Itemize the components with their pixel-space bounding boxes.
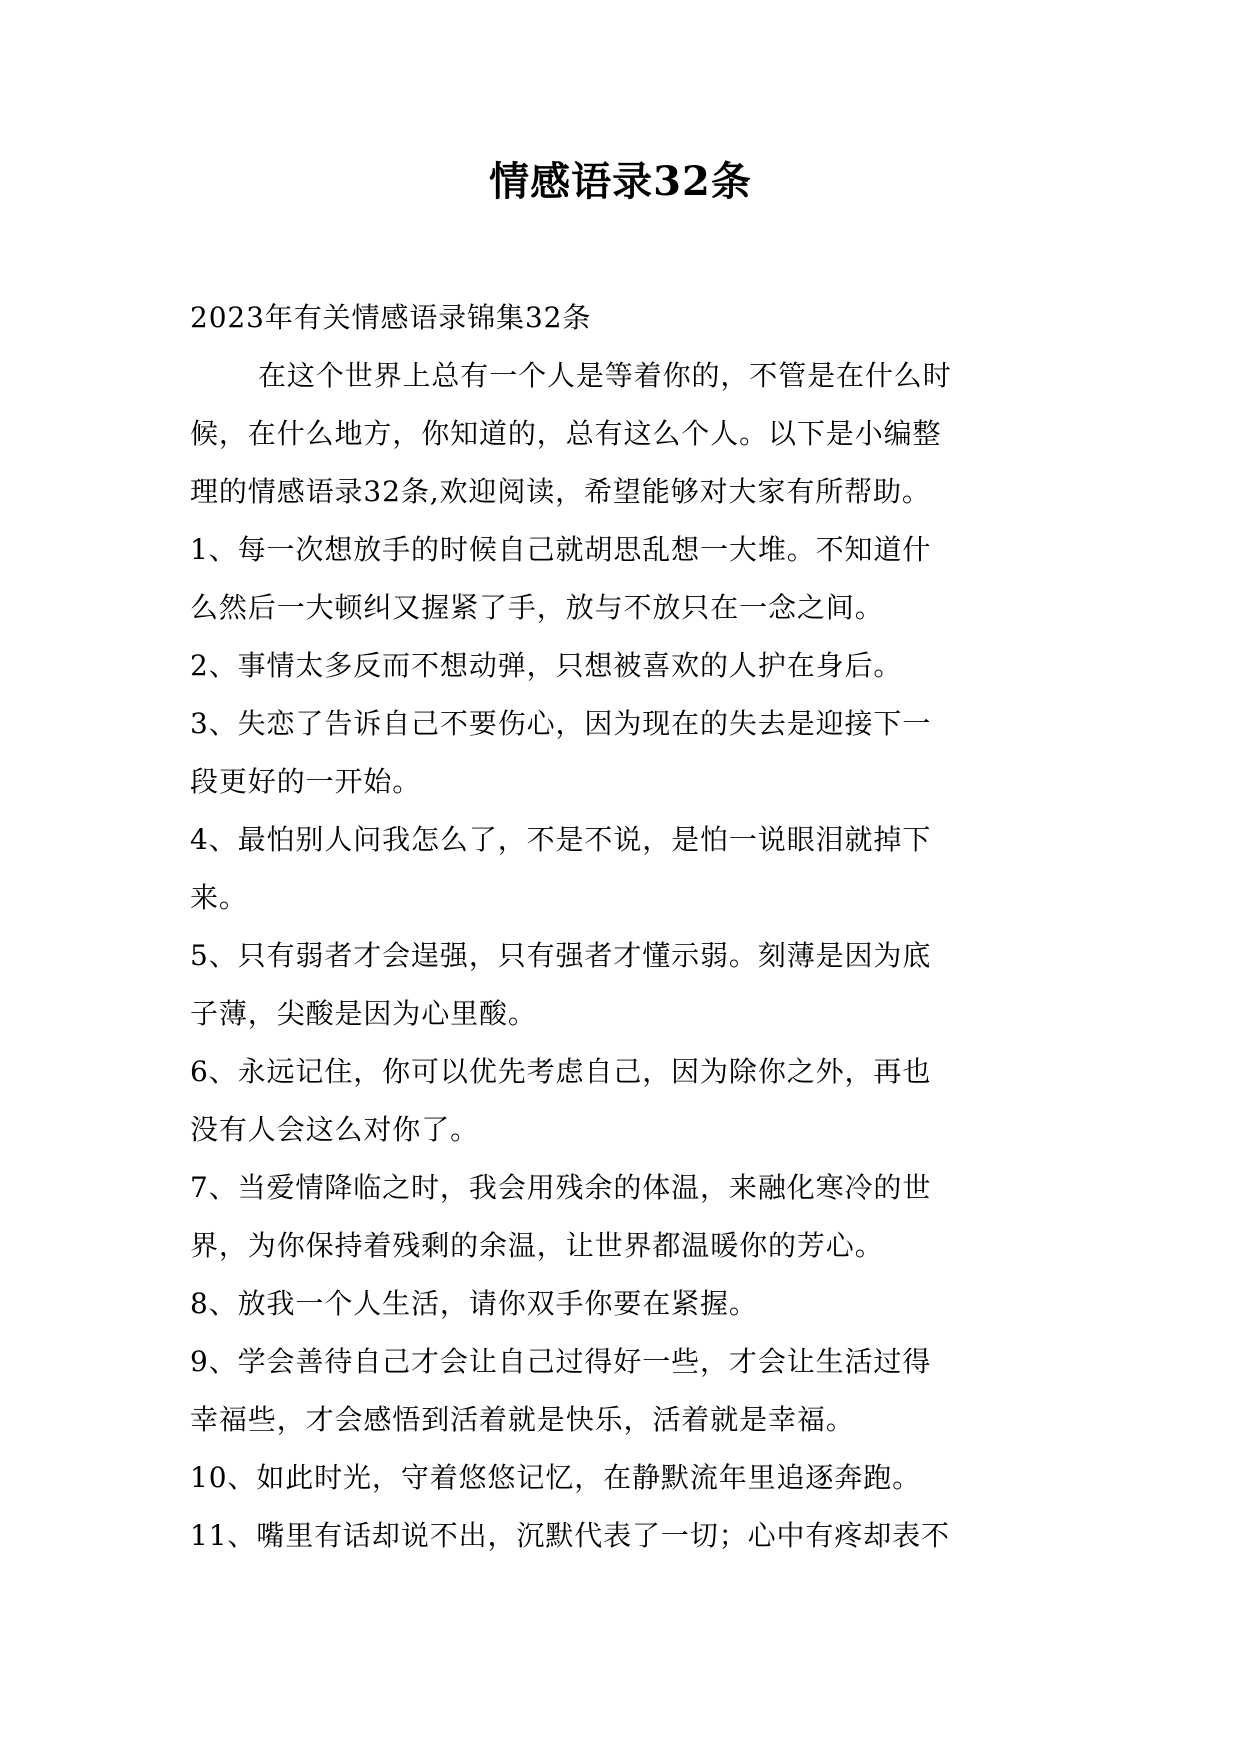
quote-item-6	[190, 1043, 1070, 1159]
quote-item-8	[190, 1275, 1070, 1333]
quote-item-9	[190, 1333, 1070, 1449]
document-body	[190, 289, 1070, 1565]
quote-item-4	[190, 811, 1070, 927]
quote-line: 幸福些，才会感悟到活着就是快乐，活着就是幸福。	[190, 1403, 855, 1436]
quote-line: 来。	[190, 881, 248, 914]
quote-line: 2、事情太多反而不想动弹，只想被喜欢的人护在身后。	[190, 649, 903, 682]
quote-line: 3、失恋了告诉自己不要伤心，因为现在的失去是迎接下一	[190, 707, 932, 740]
intro-paragraph	[190, 347, 1070, 521]
quote-item-3	[190, 695, 1070, 811]
quote-line: 子薄，尖酸是因为心里酸。	[190, 997, 537, 1030]
quote-line: 没有人会这么对你了。	[190, 1113, 480, 1146]
quote-line: 7、当爱情降临之时，我会用残余的体温，来融化寒冷的世	[190, 1171, 932, 1204]
quote-line: 段更好的一开始。	[190, 765, 422, 798]
quote-line: 8、放我一个人生活，请你双手你要在紧握。	[190, 1287, 758, 1320]
quote-line: 5、只有弱者才会逞强，只有强者才懂示弱。刻薄是因为底	[190, 939, 932, 972]
quote-line: 1、每一次想放手的时候自己就胡思乱想一大堆。不知道什	[190, 533, 932, 566]
intro-line: 在这个世界上总有一个人是等着你的，不管是在什么时	[258, 359, 952, 392]
quote-item-10	[190, 1449, 1070, 1507]
quote-line: 10、如此时光，守着悠悠记忆，在静默流年里追逐奔跑。	[190, 1461, 922, 1494]
intro-line: 候，在什么地方，你知道的，总有这么个人。以下是小编整	[190, 417, 942, 450]
intro-line: 理的情感语录32条,欢迎阅读，希望能够对大家有所帮助。	[190, 475, 931, 508]
quote-line: 界，为你保持着残剩的余温，让世界都温暖你的芳心。	[190, 1229, 884, 1262]
quote-line: 4、最怕别人问我怎么了，不是不说，是怕一说眼泪就掉下	[190, 823, 932, 856]
quote-line: 么然后一大顿纠又握紧了手，放与不放只在一念之间。	[190, 591, 884, 624]
quote-line: 9、学会善待自己才会让自己过得好一些，才会让生活过得	[190, 1345, 932, 1378]
quote-item-11	[190, 1507, 1070, 1565]
quote-item-5	[190, 927, 1070, 1043]
quote-line: 6、永远记住，你可以优先考虑自己，因为除你之外，再也	[190, 1055, 932, 1088]
document-title: 情感语录32条	[489, 158, 752, 205]
quote-line: 11、嘴里有话却说不出，沉默代表了一切；心中有疼却表不	[190, 1519, 950, 1552]
quote-item-7	[190, 1159, 1070, 1275]
document-subtitle: 2023年有关情感语录锦集32条	[190, 301, 592, 334]
quote-item-2	[190, 637, 1070, 695]
quote-item-1	[190, 521, 1070, 637]
